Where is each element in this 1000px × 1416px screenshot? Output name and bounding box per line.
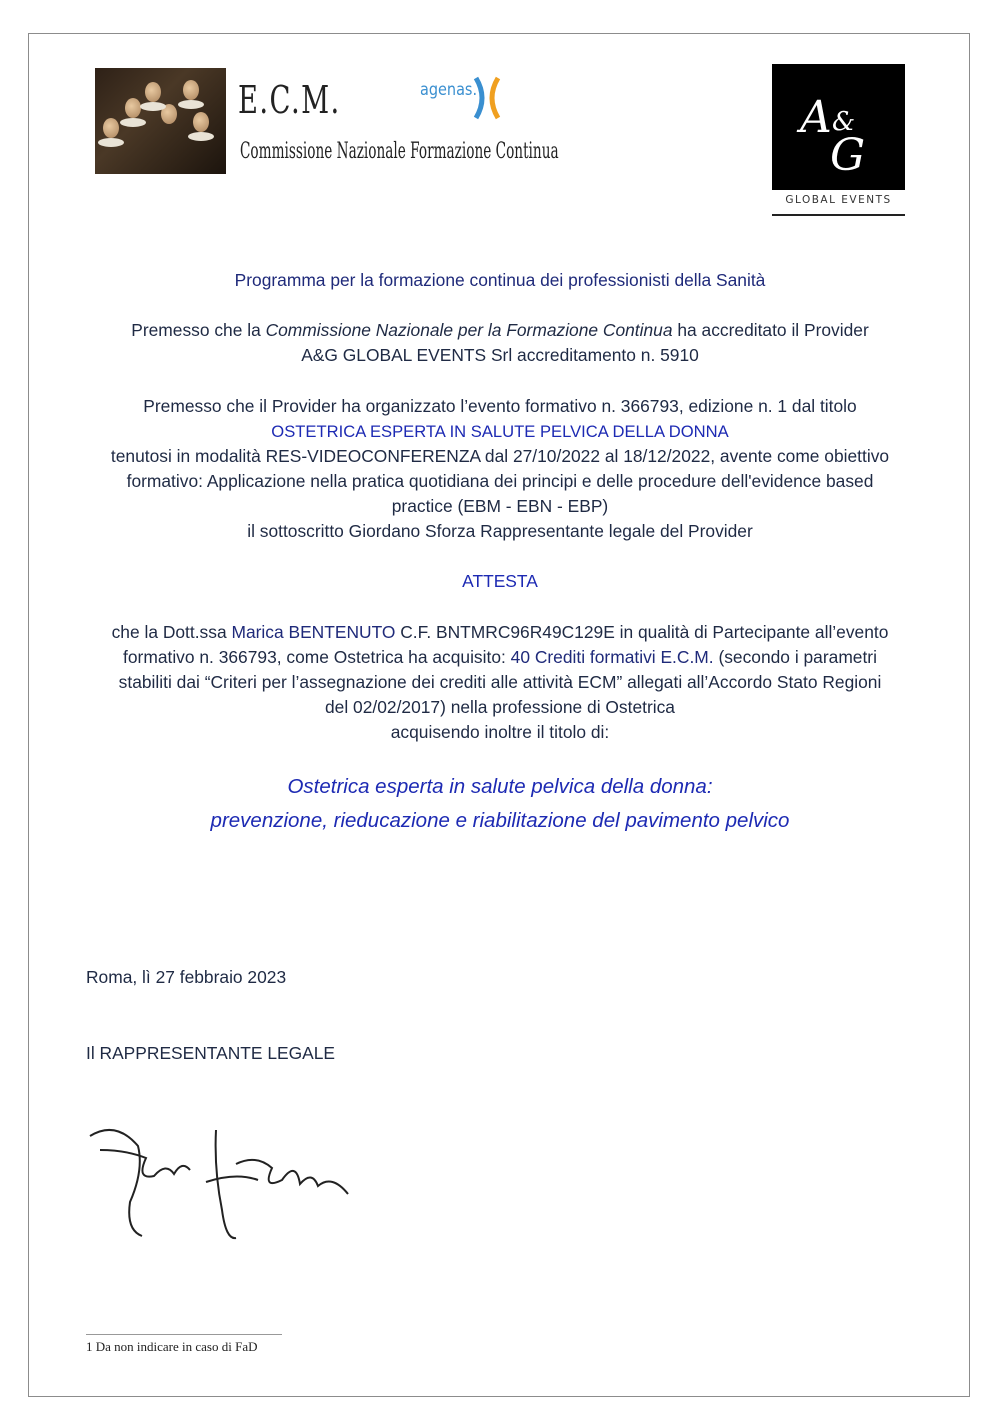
attesta-heading: ATTESTA [462,571,538,591]
handwritten-signature [86,1110,356,1260]
participant-name: Marica BENTENUTO [231,622,396,642]
qualification-title: Ostetrica esperta in salute pelvica della donna: prevenzione, rieducazione e riabilitazione del pavimento pelvico [210,775,790,832]
agenas-logo-mark [472,76,502,120]
certification-text: che la Dott.ssa Marica BENTENUTO C.F. BNTMRC96R49C129E in qualità di Partecipante all’evento formativo n. 366793, come Ostetrica ha acquisito: 40 Crediti formativi E.C.M. (secondo i parametri stabiliti dai “Criteri per l’assegnazione dei crediti alle attività ECM” allegati all’Accordo Stato Regioni del 02/02/2017) nella professione di Ostetrica acquisendo inoltre il titolo di: [111,622,889,742]
ag-logo-underline [772,214,905,216]
premise-provider: Premesso che la Commissione Nazionale per la Formazione Continua ha accreditato il Provider A&G GLOBAL EVENTS Srl accreditamento n. 5910 [131,320,869,365]
program-title: Programma per la formazione continua dei professionisti della Sanità [234,270,766,290]
agenas-logo-text: agenas. [420,80,478,100]
ecm-logo-title: E.C.M. [238,78,341,122]
ag-monogram-icon [772,64,905,190]
anatomy-lesson-painting [95,68,226,174]
svg-text:G: G [830,130,866,181]
ag-logo-caption: GLOBAL EVENTS [785,194,892,206]
credits: 40 Crediti formativi E.C.M. [510,647,714,667]
place-date: Roma, lì 27 febbraio 2023 [86,967,287,987]
footnote: 1 Da non indicare in caso di FaD [86,1339,258,1354]
commission-name: Commissione Nazionale per la Formazione Continua [265,320,673,340]
premise-event: Premesso che il Provider ha organizzato l’evento formativo n. 366793, edizione n. 1 dal titolo OSTETRICA ESPERTA IN SALUTE PELVICA DELLA DONNA tenutosi in modalità RES-VIDEOCONFERENZA dal 27/10/2022 al 18/12/2022, avente come obiettivo formativo: Applicazione nella pratica quotidiana dei principi e delle procedure dell'evidence based practice (EBM - EBN - EBP) il sottoscritto Giordano Sforza Rappresentante legale del Provider [60,394,940,544]
svg-text:A: A [800,92,832,143]
ag-global-events-logo [772,64,905,190]
event-title: OSTETRICA ESPERTA IN SALUTE PELVICA DELLA DONNA [271,422,729,441]
footnote-separator [86,1334,282,1335]
svg-text:&: & [832,107,856,137]
ecm-logo-subtitle: Commissione Nazionale Formazione Continua [240,139,559,164]
signatory-label: Il RAPPRESENTANTE LEGALE [86,1043,336,1063]
